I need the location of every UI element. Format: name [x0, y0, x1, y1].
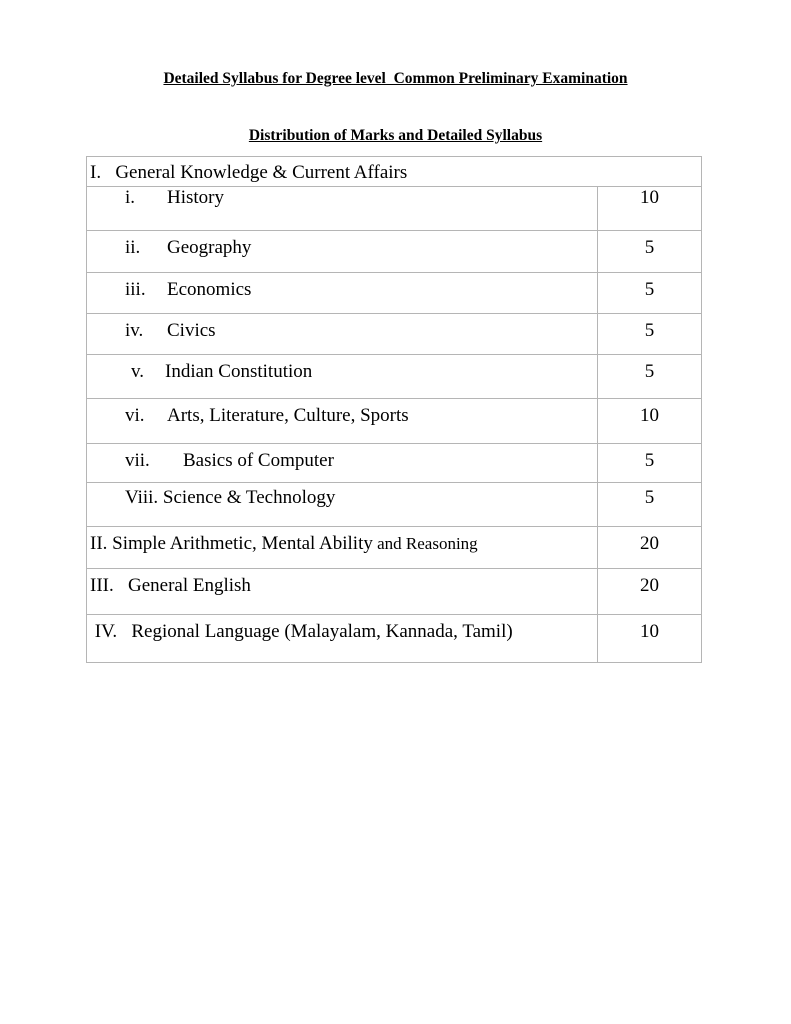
section-3-label: III. General English [90, 575, 251, 596]
table-row [87, 444, 702, 483]
item-number: i. [125, 187, 136, 208]
table-row [87, 483, 702, 527]
table-row [87, 569, 702, 615]
item-marks: 5 [644, 450, 655, 471]
marks-distribution-table [86, 156, 702, 663]
table-row [87, 273, 702, 314]
item-number: vii. [125, 450, 150, 471]
item-marks: 5 [644, 279, 655, 300]
table-row [87, 355, 702, 399]
section-2-label-tail: and Reasoning [372, 534, 478, 553]
section-header-row [87, 157, 702, 187]
table-row [87, 187, 702, 231]
section-4-label: IV. Regional Language (Malayalam, Kannada, Tamil) [90, 621, 513, 642]
item-number: iv. [125, 320, 144, 341]
table-row [87, 399, 702, 444]
item-label: Basics of Computer [183, 450, 334, 471]
item-number: Viii. [125, 487, 159, 508]
section-2-label: II. Simple Arithmetic, Mental Ability [90, 533, 373, 554]
item-marks: 10 [640, 405, 659, 426]
section-2-marks: 20 [640, 533, 659, 554]
item-label: Geography [167, 237, 252, 258]
table-row [87, 527, 702, 569]
item-label: Science & Technology [162, 487, 336, 508]
item-label: History [167, 187, 224, 208]
section-4-marks: 10 [640, 621, 659, 642]
item-marks: 5 [644, 361, 655, 382]
item-label: Civics [167, 320, 216, 341]
item-label: Indian Constitution [165, 361, 313, 382]
item-marks: 10 [598, 187, 702, 231]
item-label: Arts, Literature, Culture, Sports [167, 405, 409, 426]
item-marks: 5 [644, 237, 655, 258]
item-label: Economics [167, 279, 252, 300]
table-row [87, 231, 702, 273]
item-marks: 5 [644, 487, 655, 508]
document-title: Detailed Syllabus for Degree level Common Preliminary Examination [163, 70, 628, 87]
item-number: ii. [125, 237, 141, 258]
item-number: v. [131, 361, 145, 382]
table-row [87, 615, 702, 663]
document-subtitle: Distribution of Marks and Detailed Syllabus [248, 127, 543, 144]
section-3-marks: 20 [640, 575, 659, 596]
section-1-label: I. General Knowledge & Current Affairs [87, 157, 702, 187]
item-number: iii. [125, 279, 146, 300]
item-marks: 5 [644, 320, 655, 341]
item-number: vi. [125, 405, 145, 426]
table-row [87, 314, 702, 355]
